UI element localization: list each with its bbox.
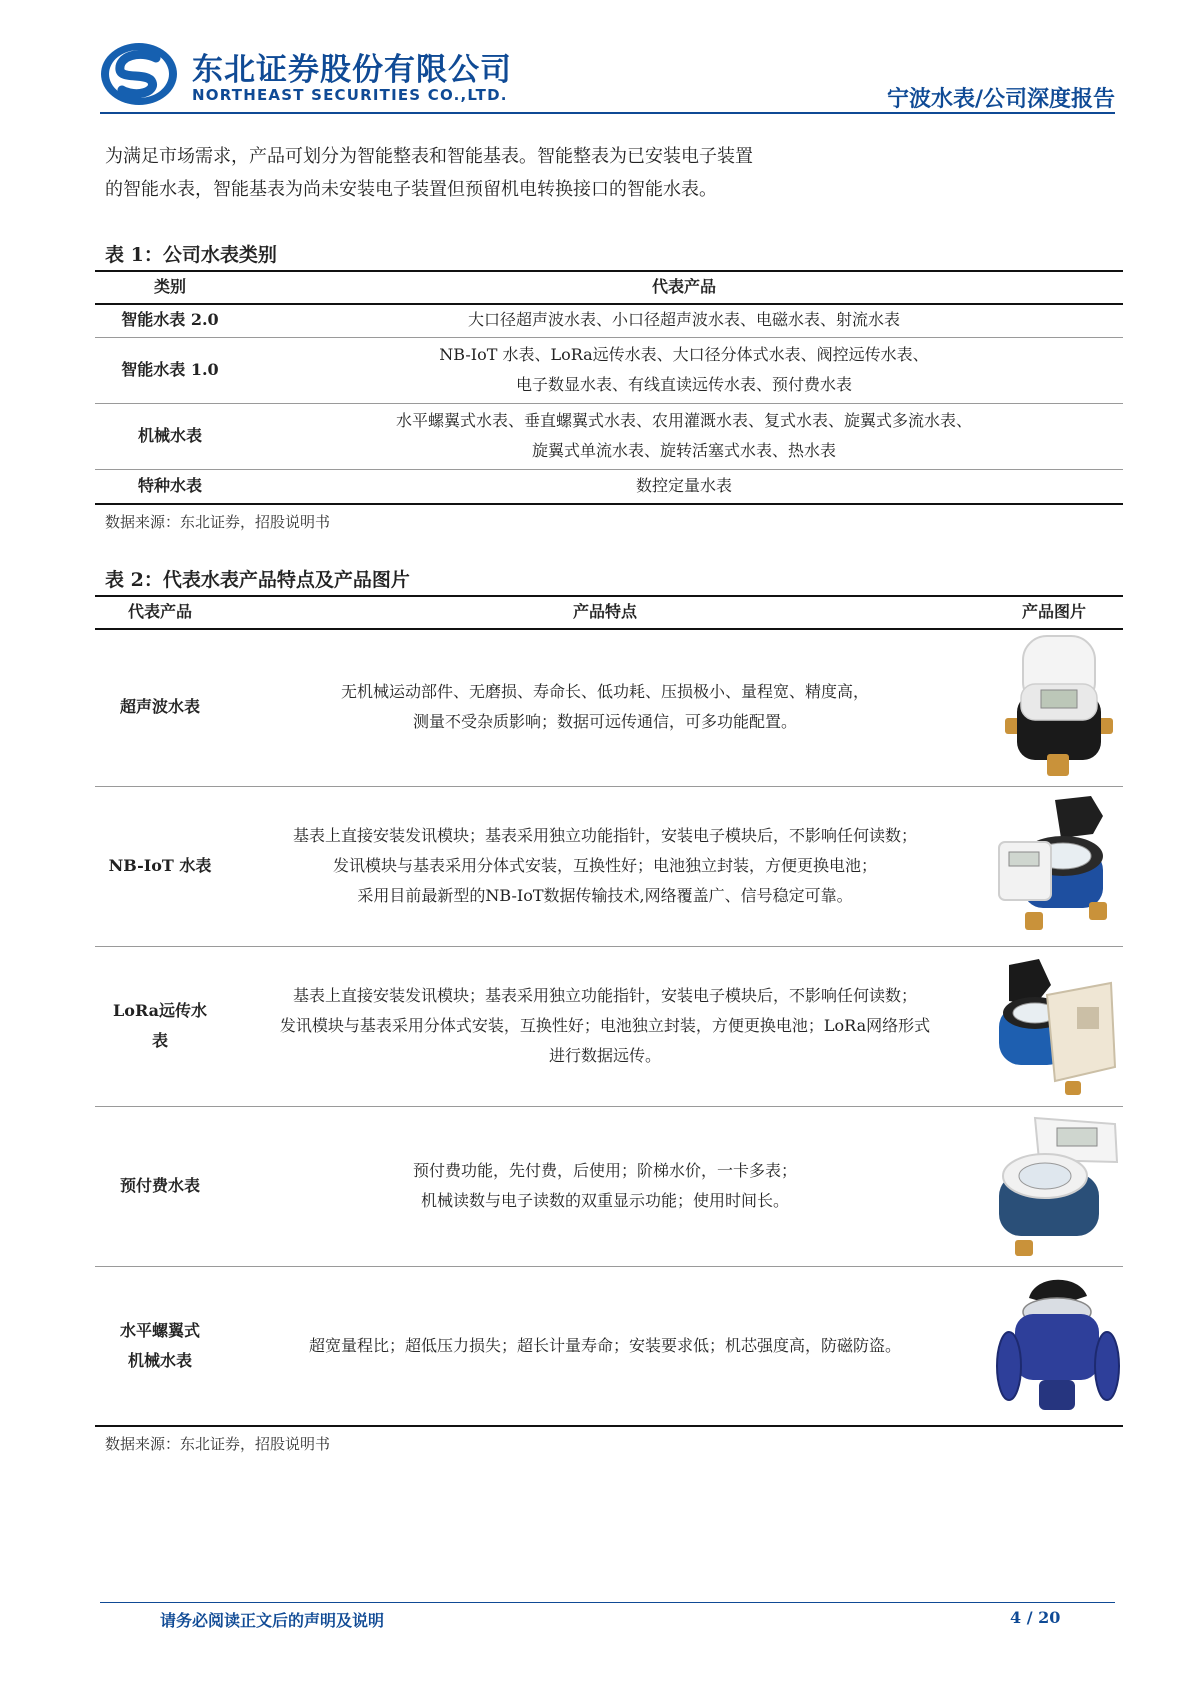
table2-bottom-rule xyxy=(95,1425,1123,1427)
table1-row-category: 特种水表 xyxy=(137,476,202,495)
table2-row-features: 预付费功能，先付费，后使用；阶梯水价，一卡多表； 机械读数与电子读数的双重显示功能；使用时间长。 xyxy=(412,1161,797,1210)
page-number: 4 / 20 xyxy=(1010,1608,1061,1627)
table1-row-products: NB-IoT 水表、LoRa远传水表、大口径分体式水表、阀控远传水表、 电子数显水表、有线直读远传水表、预付费水表 xyxy=(439,345,929,394)
table2-row-product: LoRa远传水 表 xyxy=(113,1001,207,1050)
table1-row-category: 机械水表 xyxy=(137,426,202,445)
table2-header-features: 产品特点 xyxy=(572,602,637,621)
horizontal-woltman-water-meter-image-icon xyxy=(995,1272,1120,1420)
intro-line: 的智能水表，智能基表为尚未安装电子装置但预留机电转换接口的智能水表。 xyxy=(105,179,717,200)
table1-row-products: 水平螺翼式水表、垂直螺翼式水表、农用灌溉水表、复式水表、旋翼式多流水表、 旋翼式单流水表、旋转活塞式水表、热水表 xyxy=(395,411,972,460)
header-divider xyxy=(100,112,1115,114)
table2-row-features: 超宽量程比；超低压力损失；超长计量寿命；安装要求低；机芯强度高，防磁防盗。 xyxy=(308,1335,901,1355)
table2-row-features: 无机械运动部件、无磨损、寿命长、低功耗、压损极小、量程宽、精度高， 测量不受杂质影响；数据可远传通信，可多功能配置。 xyxy=(340,682,869,731)
table1-row-category: 智能水表 2.0 xyxy=(121,310,219,329)
table2-row-product: 超声波水表 xyxy=(119,697,200,716)
ultrasonic-water-meter-image-icon xyxy=(995,632,1120,780)
page-header xyxy=(100,42,1115,112)
footer-disclaimer-note: 请务必阅读正文后的声明及说明 xyxy=(160,1611,385,1630)
table2-row-features: 基表上直接安装发讯模块；基表采用独立功能指针，安装电子模块后，不影响任何读数； 发讯模块与基表采用分体式安装，互换性好；电池独立封装，方便更换电池； 采用目前最新型的NB-IoT数据传输技术,网络覆盖广、信号稳定可靠。 xyxy=(292,826,917,905)
company-name-cn: 东北证券股份有限公司 xyxy=(192,52,512,88)
table2-source: 数据来源：东北证券，招股说明书 xyxy=(105,1435,331,1453)
table2-header-product: 代表产品 xyxy=(127,602,192,621)
company-name-en: NORTHEAST SECURITIES CO.,LTD. xyxy=(192,86,508,104)
table2-header-image: 产品图片 xyxy=(1021,602,1086,621)
intro-paragraph xyxy=(105,140,1005,206)
nb-iot-water-meter-image-icon xyxy=(995,794,1120,940)
table1-row-products: 数控定量水表 xyxy=(635,476,732,495)
report-title: 宁波水表/公司深度报告 xyxy=(886,87,1115,112)
table1-title: 表 1：公司水表类别 xyxy=(105,244,277,266)
table1-row-category: 智能水表 1.0 xyxy=(121,360,219,379)
northeast-securities-logo-icon xyxy=(100,42,178,106)
lora-water-meter-image-icon xyxy=(995,955,1120,1101)
table2-row-product: 水平螺翼式 机械水表 xyxy=(119,1320,200,1370)
table1-header-products: 代表产品 xyxy=(651,277,716,296)
prepaid-water-meter-image-icon xyxy=(995,1114,1120,1260)
table2-title: 表 2：代表水表产品特点及产品图片 xyxy=(105,569,410,591)
footer-divider xyxy=(100,1602,1115,1603)
table2-row-product: NB-IoT 水表 xyxy=(108,856,212,875)
table2-row-product: 预付费水表 xyxy=(119,1176,200,1195)
table1-row-products: 大口径超声波水表、小口径超声波水表、电磁水表、射流水表 xyxy=(467,310,900,329)
intro-line: 为满足市场需求，产品可划分为智能整表和智能基表。智能整表为已安装电子装置 xyxy=(105,146,753,167)
table1-bottom-rule xyxy=(95,503,1123,505)
table1-header-category: 类别 xyxy=(153,277,186,296)
table2-row-features: 基表上直接安装发讯模块；基表采用独立功能指针，安装电子模块后，不影响任何读数； 发讯模块与基表采用分体式安装，互换性好；电池独立封装，方便更换电池；LoRa网络形式 进行数据远传。 xyxy=(279,986,931,1065)
table1-source: 数据来源：东北证券，招股说明书 xyxy=(105,513,331,531)
